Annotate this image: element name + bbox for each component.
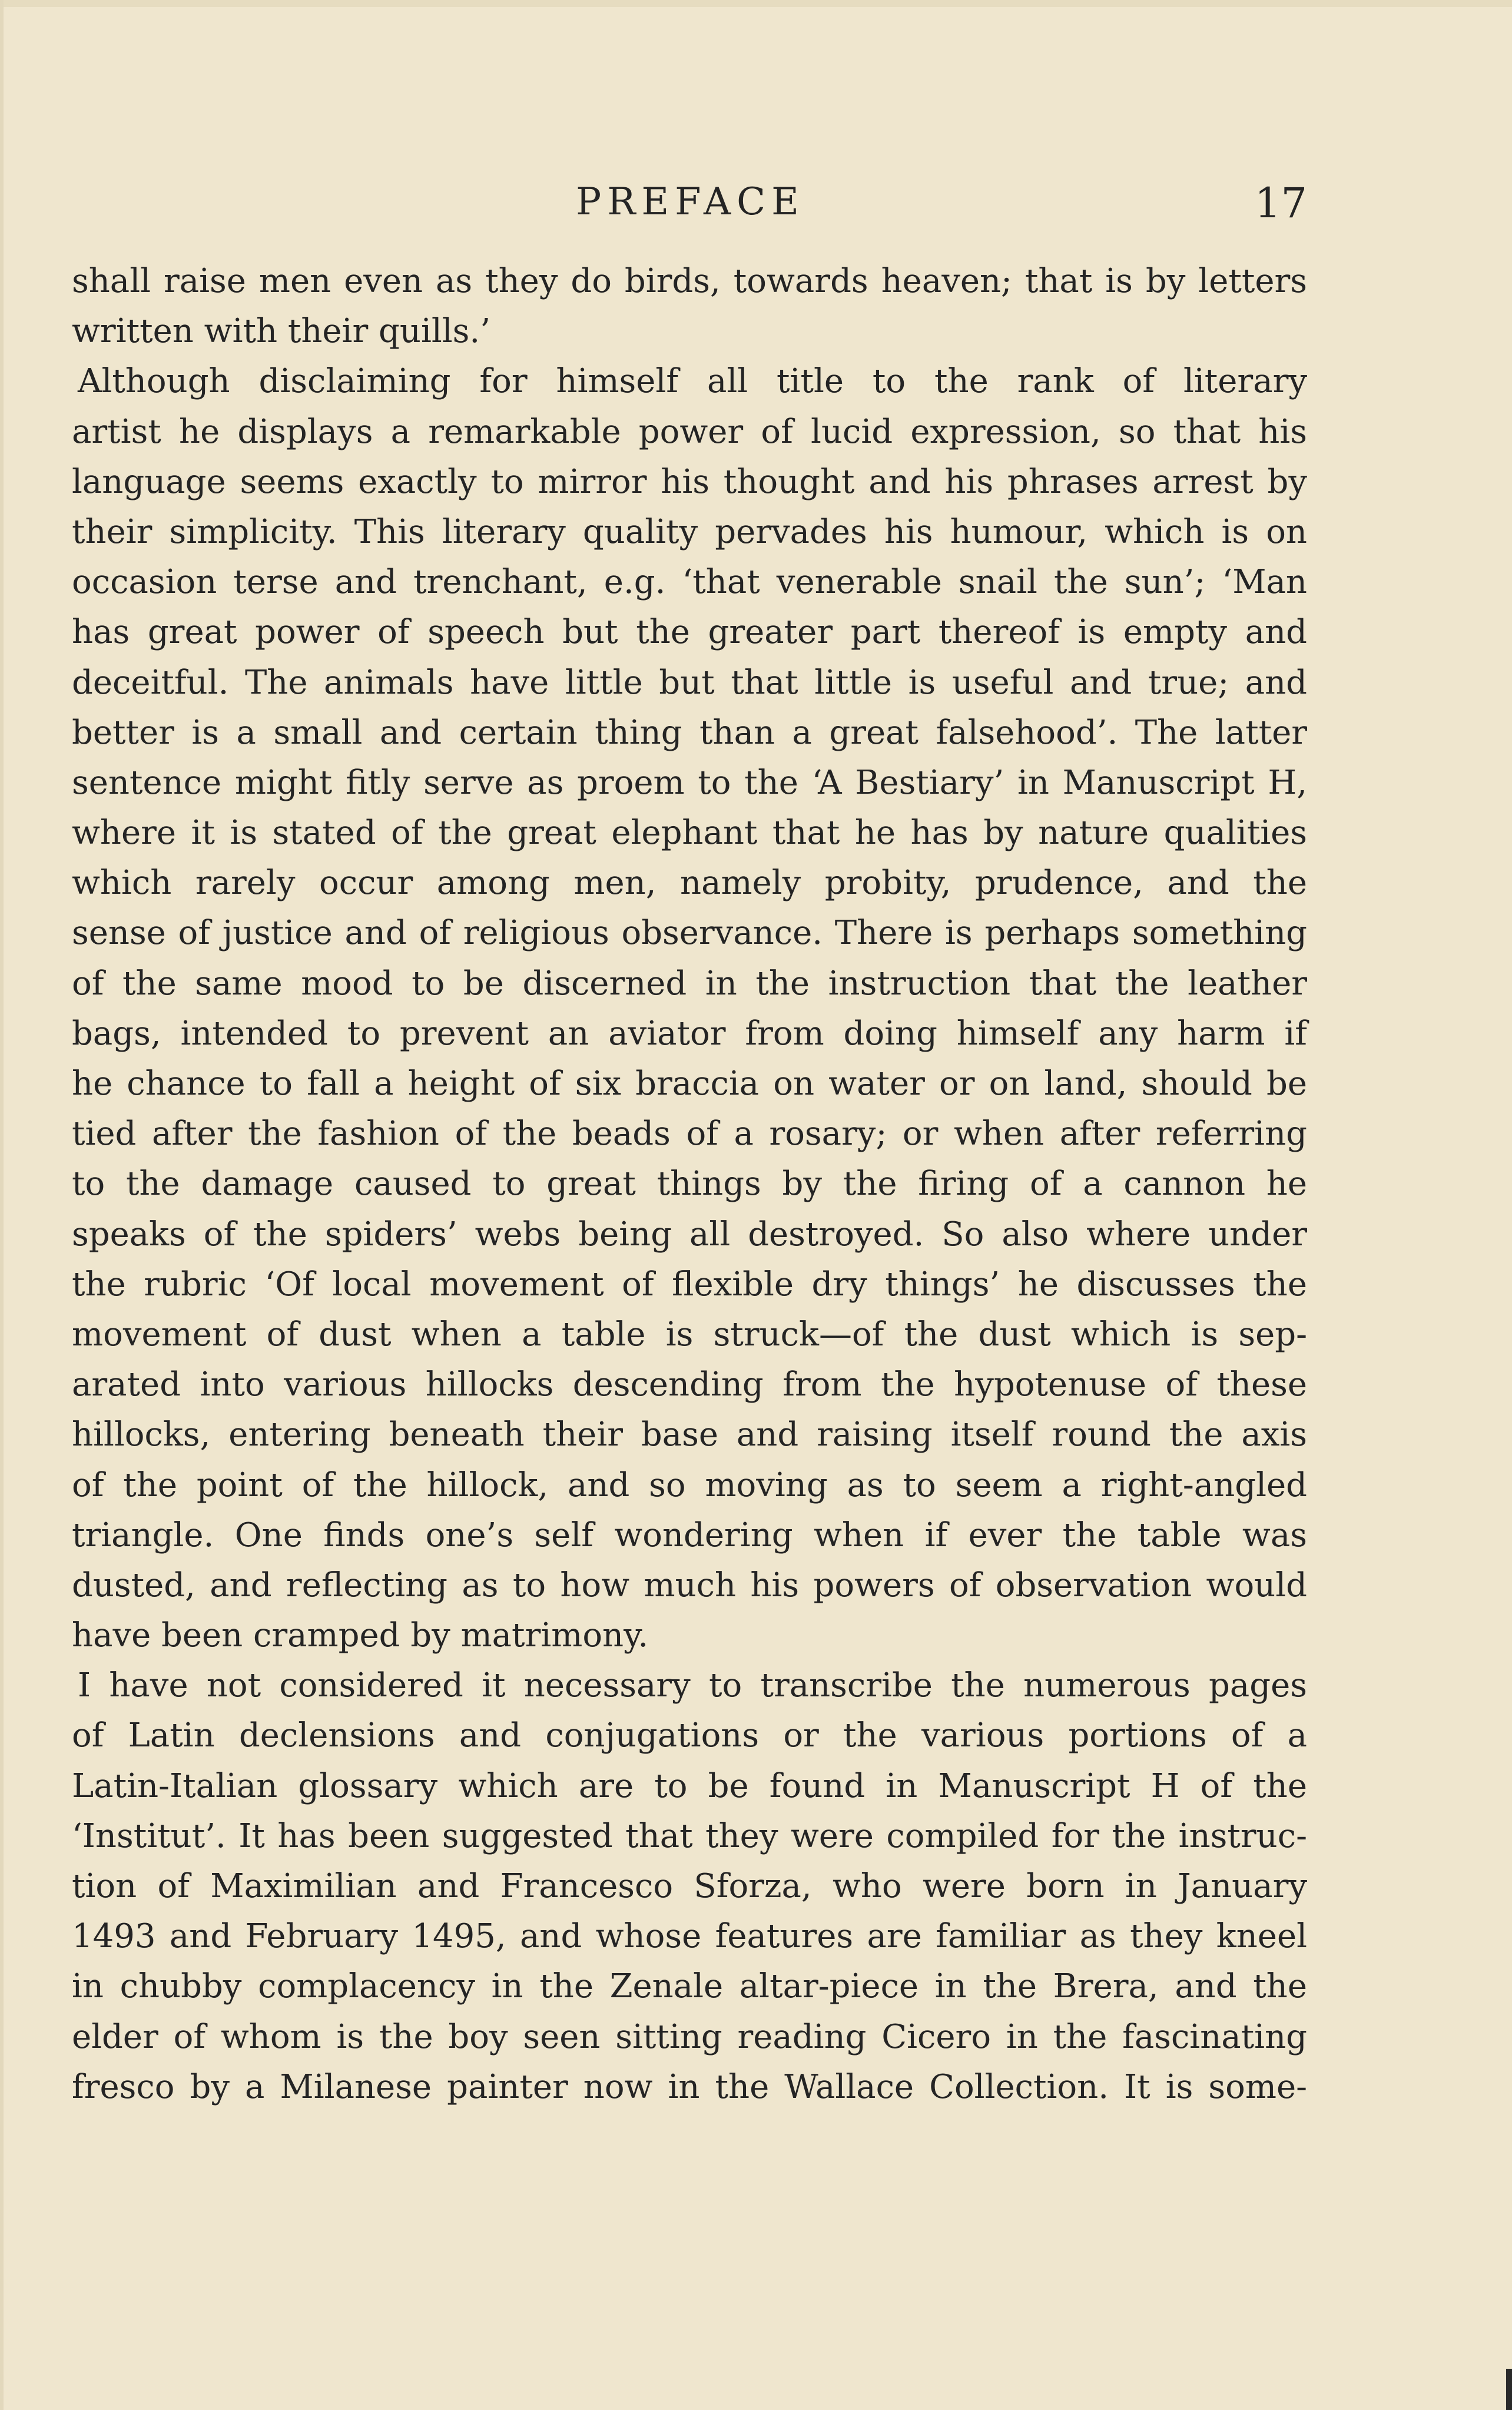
text-line: artist he displays a remarkable power of lucid expression, so that his (72, 412, 1307, 451)
text-line: language seems exactly to mirror his thought and his phrases arrest by (72, 462, 1307, 501)
text-line: has great power of speech but the greater part thereof is empty and (72, 613, 1307, 652)
text-line: ‘Institut’. It has been suggested that they were compiled for the instruc- (72, 1816, 1307, 1855)
text-line: I have not considered it necessary to transcribe the numerous pages (78, 1666, 1307, 1705)
text-line: speaks of the spiders’ webs being all destroyed. So also where under (72, 1215, 1307, 1254)
page-number: 17 (1254, 179, 1307, 227)
text-line: 1493 and February 1495, and whose features are familiar as they kneel (72, 1917, 1307, 1956)
text-line: of the same mood to be discerned in the instruction that the leather (72, 964, 1307, 1003)
text-line: their simplicity. This literary quality pervades his humour, which is on (72, 512, 1307, 551)
text-line: bags, intended to prevent an aviator from doing himself any harm if (72, 1014, 1307, 1053)
page-left-edge (0, 0, 4, 2410)
text-line: Although disclaiming for himself all title to the rank of literary (78, 362, 1307, 401)
text-line: arated into various hillocks descending from the hypotenuse of these (72, 1365, 1307, 1404)
text-line: tied after the fashion of the beads of a rosary; or when after referring (72, 1115, 1307, 1153)
page-top-edge (0, 0, 1512, 7)
text-line: in chubby complacency in the Zenale altar-piece in the Brera, and the (72, 1967, 1307, 2006)
text-line: elder of whom is the boy seen sitting reading Cicero in the fascinating (72, 2017, 1307, 2056)
text-line: triangle. One finds one’s self wondering when if ever the table was (72, 1516, 1307, 1554)
text-line: written with their quills.’ (72, 312, 491, 351)
running-title: PREFACE (576, 180, 805, 224)
text-line: of Latin declensions and conjugations or the various portions of a (72, 1716, 1307, 1755)
text-line: he chance to fall a height of six braccia on water or on land, should be (72, 1065, 1307, 1103)
text-line: Latin-Italian glossary which are to be found in Manuscript H of the (72, 1766, 1307, 1805)
text-line: better is a small and certain thing than a great falsehood’. The latter (72, 713, 1307, 752)
text-line: of the point of the hillock, and so moving as to seem a right-angled (72, 1466, 1307, 1504)
text-line: to the damage caused to great things by the firing of a cannon he (72, 1165, 1307, 1204)
text-line: movement of dust when a table is struck—of the dust which is sep- (72, 1315, 1307, 1354)
text-line: hillocks, entering beneath their base and raising itself round the axis (72, 1415, 1307, 1454)
text-line: have been cramped by matrimony. (72, 1616, 649, 1655)
scan-edge-mark (1506, 2369, 1512, 2410)
text-body (72, 256, 1307, 2112)
text-line: which rarely occur among men, namely probity, prudence, and the (72, 864, 1307, 903)
running-head (74, 175, 1307, 228)
text-line: sense of justice and of religious observance. There is perhaps something (72, 914, 1307, 953)
text-line: fresco by a Milanese painter now in the Wallace Collection. It is some- (72, 2067, 1307, 2106)
text-line: where it is stated of the great elephant that he has by nature qualities (72, 814, 1307, 853)
text-line: occasion terse and trenchant, e.g. ‘that venerable snail the sun’; ‘Man (72, 563, 1307, 602)
text-line: sentence might fitly serve as proem to the ‘A Bestiary’ in Manuscript H, (72, 763, 1307, 802)
text-line: shall raise men even as they do birds, towards heaven; that is by letters (72, 262, 1307, 300)
text-line: dusted, and reflecting as to how much his powers of observation would (72, 1566, 1307, 1605)
text-line: deceitful. The animals have little but that little is useful and true; and (72, 663, 1307, 702)
text-line: the rubric ‘Of local movement of flexible dry things’ he discusses the (72, 1265, 1307, 1304)
text-line: tion of Maximilian and Francesco Sforza, who were born in January (72, 1867, 1307, 1905)
